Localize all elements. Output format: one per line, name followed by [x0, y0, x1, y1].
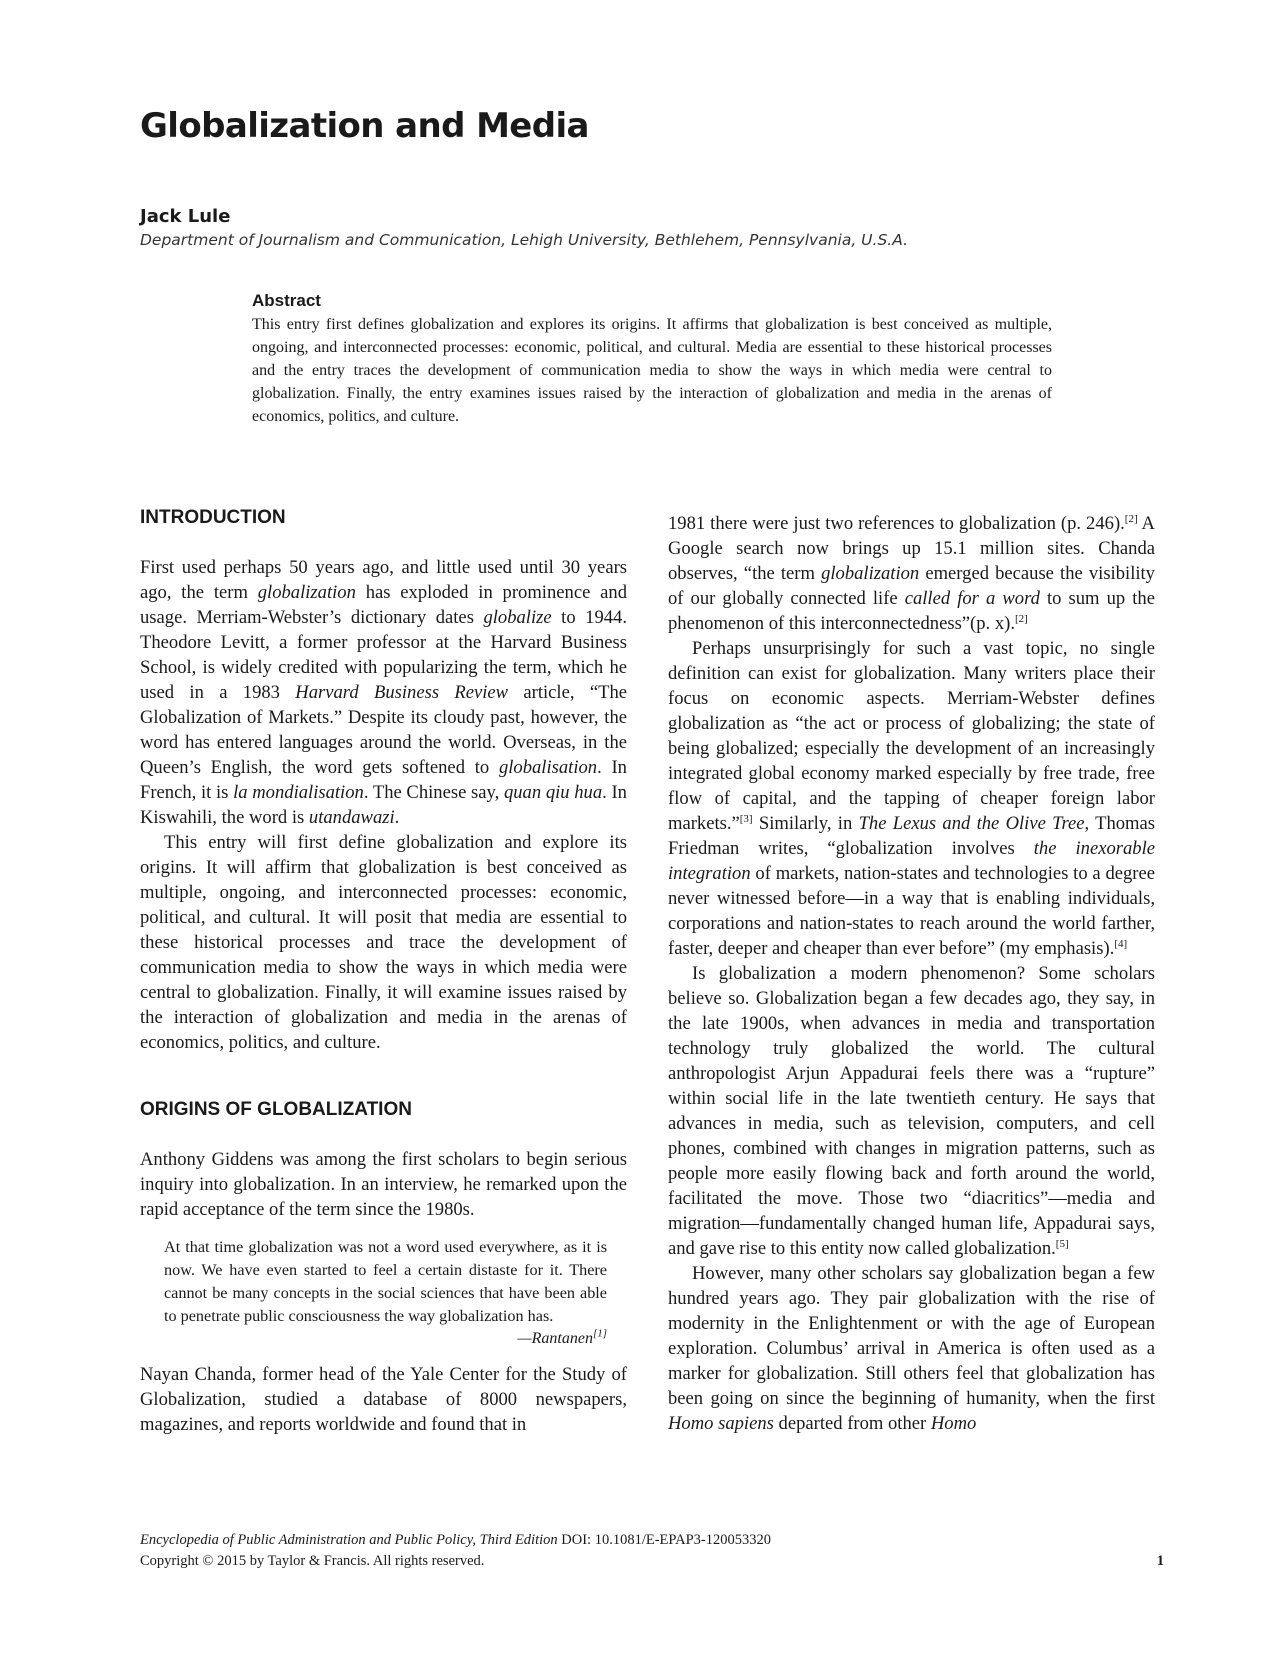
- citation-ref: [2]: [1014, 612, 1028, 625]
- author-affiliation: Department of Journalism and Communication, Lehigh University, Bethlehem, Pennsylvania, U.S.A.: [140, 231, 909, 249]
- left-column: [140, 506, 627, 1437]
- page-number: 1: [1156, 1553, 1164, 1569]
- citation-ref: [2]: [1124, 512, 1138, 525]
- abstract-heading: Abstract: [252, 291, 321, 310]
- right-paragraph-4: However, many other scholars say globalization began a few hundred years ago. They pair globalization with the rise of modernity in the Enlightenment or with the age of European exploration. Columbus’ arrival in America is often used as a marker for globalization. Still others feel that globalization has been going on since the beginning of humanity, when the first Homo sapiens departed from other Homo: [668, 1263, 1155, 1434]
- intro-paragraph-2: This entry will first define globalization and explore its origins. It will affirm that globalization is best conceived as multiple, ongoing, and interconnected processes: economic, political, and cultural. It will posit that media are essential to these historical processes and trace the development of communication media to show the ways in which media were central to globalization. Finally, it will examine issues raised by the interaction of globalization and media in the arenas of economics, politics, and culture.: [140, 832, 627, 1053]
- citation-ref: [3]: [739, 812, 753, 825]
- quote-attribution: —Rantanen[1]: [517, 1327, 607, 1347]
- origins-paragraph-1: Anthony Giddens was among the first scholars to begin serious inquiry into globalization. In an interview, he remarked upon the rapid acceptance of the term since the 1980s.: [140, 1149, 627, 1220]
- footer-source: Encyclopedia of Public Administration and Public Policy, Third Edition DOI: 10.1081/E-EPAP3-120053320: [140, 1532, 771, 1548]
- citation-ref: [5]: [1055, 1237, 1069, 1250]
- footer-copyright: Copyright © 2015 by Taylor & Francis. All rights reserved.: [140, 1553, 485, 1569]
- right-paragraph-3: Is globalization a modern phenomenon? Some scholars believe so. Globalization began a few decades ago, they say, in the late 1900s, when advances in media and transportation technology truly globalized the world. The cultural anthropologist Arjun Appadurai feels there was a “rupture” within social life in the late twentieth century. He says that advances in media, such as television, computers, and cell phones, combined with changes in migration patterns, such as people more easily flowing back and forth around the world, facilitated the move. Those two “diacritics”—media and migration—fundamentally changed human life, Appadurai says, and gave rise to this entity now called globalization.[5]: [668, 963, 1155, 1259]
- citation-ref: [1]: [592, 1327, 607, 1340]
- abstract-text: This entry first defines globalization and explores its origins. It affirms that globalization is best conceived as multiple, ongoing, and interconnected processes: economic, political, and cultural. Media are essential to these historical processes and the entry traces the development of communication media to show the ways in which media were central to globalization. Finally, the entry examines issues raised by the interaction of globalization and media in the arenas of economics, politics, and culture.: [252, 316, 1052, 425]
- section-heading-introduction: INTRODUCTION: [140, 507, 286, 528]
- block-quote: At that time globalization was not a word used everywhere, as it is now. We have even started to feel a certain distaste for it. There cannot be many concepts in the social sciences that have been able to penetrate public consciousness the way globalization has.: [164, 1238, 607, 1325]
- intro-paragraph-1: First used perhaps 50 years ago, and little used until 30 years ago, the term globalization has exploded in prominence and usage. Merriam-Webster’s dictionary dates globalize to 1944. Theodore Levitt, a former professor at the Harvard Business School, is widely credited with popularizing the term, which he used in a 1983 Harvard Business Review article, “The Globalization of Markets.” Despite its cloudy past, however, the word has entered languages around the world. Overseas, in the Queen’s English, the word gets softened to globalisation. In French, it is la mondialisation. The Chinese say, quan qiu hua. In Kiswahili, the word is utandawazi.: [140, 557, 627, 828]
- page-footer: [140, 1530, 1164, 1572]
- right-paragraph-1: 1981 there were just two references to globalization (p. 246).[2] A Google search now brings up 15.1 million sites. Chanda observes, “the term globalization emerged because the visibility of our globally connected life called for a word to sum up the phenomenon of this interconnectedness”(p. x).[2]: [668, 512, 1155, 634]
- article-title: Globalization and Media: [140, 106, 589, 146]
- section-heading-origins: ORIGINS OF GLOBALIZATION: [140, 1099, 412, 1120]
- right-column: [668, 511, 1155, 1436]
- origins-paragraph-2: Nayan Chanda, former head of the Yale Center for the Study of Globalization, studied a database of 8000 newspapers, magazines, and reports worldwide and found that in: [140, 1364, 627, 1435]
- abstract-block: [252, 291, 1052, 428]
- right-paragraph-2: Perhaps unsurprisingly for such a vast topic, no single definition can exist for globalization. Many writers place their focus on economic aspects. Merriam-Webster defines globalization as “the act or process of globalizing; the state of being globalized; especially the development of an increasingly integrated global economy marked especially by free trade, free flow of capital, and the tapping of cheaper foreign labor markets.”[3] Similarly, in The Lexus and the Olive Tree, Thomas Friedman writes, “globalization involves the inexorable integration of markets, nation-states and technologies to a degree never witnessed before—in a way that is enabling individuals, corporations and nation-states to reach around the world farther, faster, deeper and cheaper than ever before” (my emphasis).[4]: [668, 638, 1155, 959]
- author-name: Jack Lule: [140, 206, 231, 227]
- citation-ref: [4]: [1114, 937, 1128, 950]
